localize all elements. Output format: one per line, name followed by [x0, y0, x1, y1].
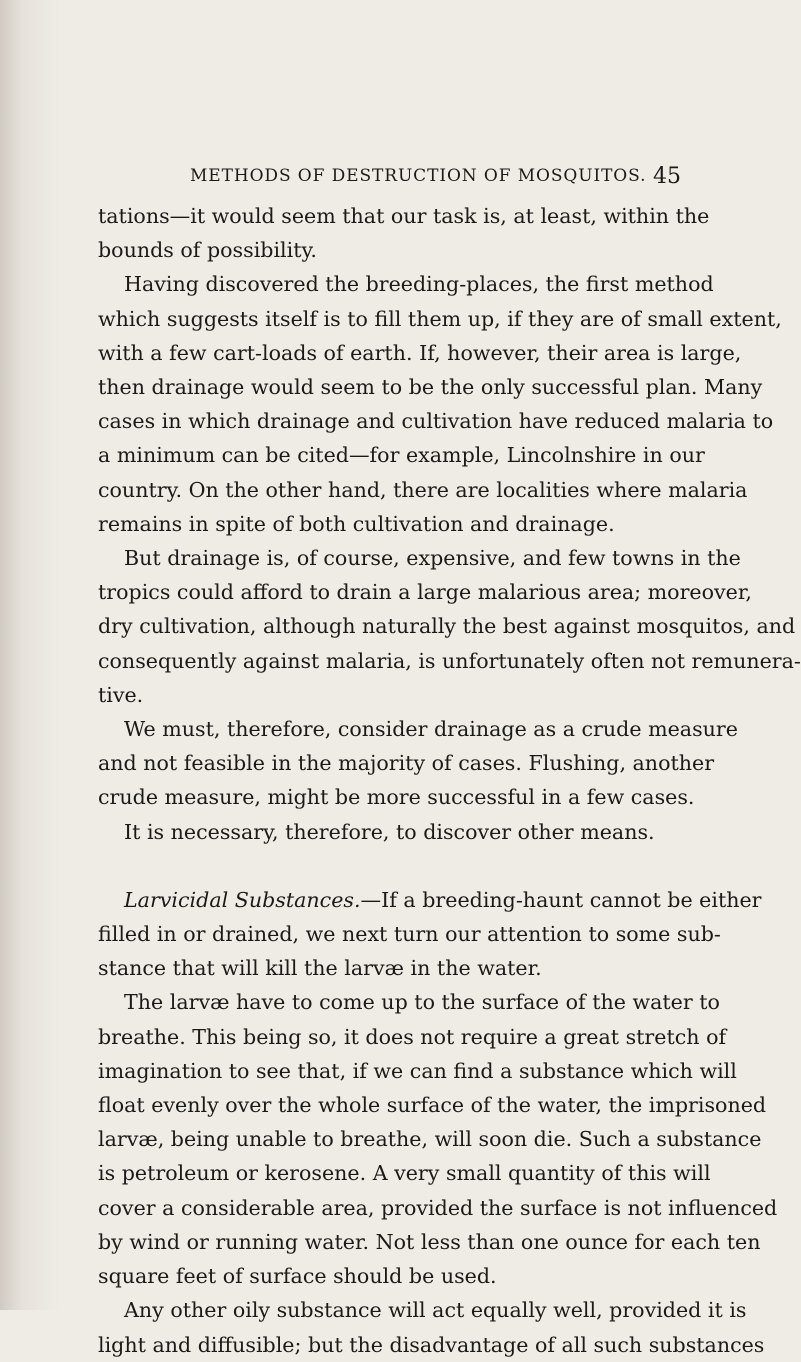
section-heading: Larvicidal Substances.	[124, 887, 361, 912]
paragraph-2	[98, 267, 782, 541]
text-line: filled in or drained, we next turn our attention to some sub-	[98, 922, 721, 947]
running-head	[0, 164, 801, 194]
heading-continuation: —If a breeding-haunt cannot be either	[360, 887, 762, 912]
text-line: by wind or running water. Not less than one ounce for each ten	[98, 1229, 761, 1254]
body-text	[98, 199, 801, 1362]
text-line: tropics could afford to drain a large malarious area; moreover,	[98, 580, 752, 605]
paragraph-6	[98, 883, 762, 986]
text-line: and not feasible in the majority of cases. Flushing, another	[98, 751, 715, 776]
paragraph-3	[98, 541, 801, 712]
text-line: a minimum can be cited—for example, Lincolnshire in our	[98, 443, 705, 468]
text-line: cover a considerable area, provided the surface is not influenced	[98, 1195, 778, 1220]
paragraph-8	[98, 1293, 765, 1361]
text-line: Any other oily substance will act equally well, provided it is	[124, 1298, 747, 1323]
paragraph-1	[98, 199, 710, 267]
text-line: Having discovered the breeding-places, the first method	[124, 272, 714, 297]
text-line: light and diffusible; but the disadvantage of all such substances	[98, 1332, 765, 1357]
text-line: larvæ, being unable to breathe, will soon die. Such a substance	[98, 1127, 762, 1152]
section-gap	[98, 849, 690, 883]
paragraph-5	[98, 815, 690, 849]
running-title: METHODS OF DESTRUCTION OF MOSQUITOS.	[190, 166, 647, 186]
paragraph-4	[98, 712, 738, 815]
text-line: then drainage would seem to be the only successful plan. Many	[98, 375, 763, 400]
text-line: consequently against malaria, is unfortunately often not remunera-	[98, 648, 801, 673]
text-line: tive.	[98, 682, 144, 707]
text-line: remains in spite of both cultivation and drainage.	[98, 511, 615, 536]
text-line: stance that will kill the larvæ in the water.	[98, 956, 542, 981]
text-line: float evenly over the whole surface of the water, the imprisoned	[98, 1093, 767, 1118]
text-line: imagination to see that, if we can find a substance which will	[98, 1058, 737, 1083]
text-line: But drainage is, of course, expensive, and few towns in the	[124, 546, 741, 571]
text-line: dry cultivation, although naturally the best against mosquitos, and	[98, 614, 796, 639]
text-line: with a few cart-loads of earth. If, however, their area is large,	[98, 340, 742, 365]
paragraph-7	[98, 985, 778, 1293]
text-line: tations—it would seem that our task is, at least, within the	[98, 204, 710, 228]
page-number: 45	[653, 164, 681, 189]
text-line: which suggests itself is to fill them up, if they are of small extent,	[98, 306, 782, 331]
text-line: is petroleum or kerosene. A very small quantity of this will	[98, 1161, 711, 1186]
text-line: bounds of possibility.	[98, 238, 317, 263]
text-line: The larvæ have to come up to the surface of the water to	[124, 990, 720, 1015]
text-line: We must, therefore, consider drainage as a crude measure	[124, 717, 738, 742]
text-line: cases in which drainage and cultivation have reduced malaria to	[98, 409, 774, 434]
text-line	[98, 883, 762, 917]
text-line: It is necessary, therefore, to discover other means.	[124, 819, 655, 844]
text-line: square feet of surface should be used.	[98, 1264, 497, 1289]
text-line: breathe. This being so, it does not require a great stretch of	[98, 1024, 727, 1049]
text-line: country. On the other hand, there are localities where malaria	[98, 477, 748, 502]
text-line: crude measure, might be more successful in a few cases.	[98, 785, 695, 810]
